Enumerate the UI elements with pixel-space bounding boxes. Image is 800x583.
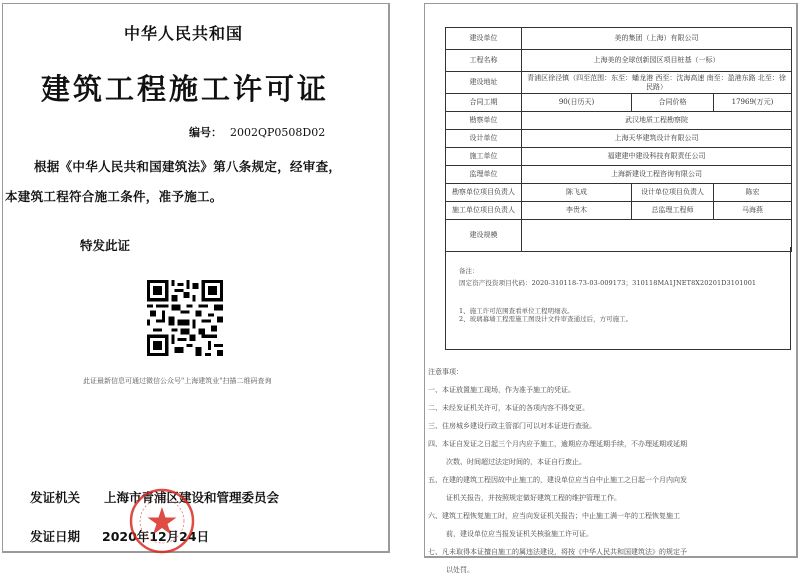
remarks-title: 备注： <box>459 267 479 275</box>
project-info-table <box>445 27 792 252</box>
table-row <box>446 72 792 94</box>
notice-item: 五、在建的建筑工程因故中止施工的，建设单位应当自中止施工之日起一个月内向发 <box>428 476 687 484</box>
qr-code-icon[interactable] <box>145 280 225 356</box>
notice-item: 三、住房城乡建设行政主管部门可以对本证进行查验。 <box>428 422 596 430</box>
construction-unit-value: 美的集团（上海）有限公司 <box>522 28 792 50</box>
supervisor-label: 监理单位 <box>446 166 522 184</box>
design-lead-label: 设计单位项目负责人 <box>632 184 714 202</box>
table-row <box>446 184 792 202</box>
serial-number: 2002QP0508D02 <box>230 126 326 139</box>
table-row <box>446 28 792 50</box>
scale-label: 建设规模 <box>446 220 522 252</box>
builder-label: 施工单位 <box>446 148 522 166</box>
address-label: 建设地址 <box>446 72 522 94</box>
notice-item-continuation: 证机关报告，并按照规定做好建筑工程的维护管理工作。 <box>446 494 621 502</box>
serial-label: 编号： <box>189 126 222 139</box>
special-issue-text: 特发此证 <box>80 238 131 253</box>
approval-text-line1: 根据《中华人民共和国建筑法》第八条规定，经审查， <box>34 159 342 174</box>
notice-item: 一、本证放置施工现场，作为准予施工的凭证。 <box>428 386 575 394</box>
issue-date-value: 2020年12月24日 <box>102 529 210 544</box>
notice-item: 二、未经发证机关许可，本证的各项内容不得变更。 <box>428 404 589 412</box>
notice-item-continuation: 次数、时间超过法定时间的，本证自行废止。 <box>446 458 586 466</box>
contract-price-value: 17969(万元) <box>714 94 792 112</box>
design-lead-value: 陈宏 <box>714 184 792 202</box>
issuer-value: 上海市青浦区建设和管理委员会 <box>104 490 280 505</box>
permit-back-page <box>424 3 798 574</box>
chief-supervisor-value: 马海燕 <box>714 202 792 220</box>
builder-lead-value: 李贵木 <box>522 202 632 220</box>
contract-price-label: 合同价格 <box>632 94 714 112</box>
notice-item: 四、本证自发证之日起三个月内应予施工，逾期应办理延期手续，不办理延期或延期 <box>428 440 687 448</box>
survey-lead-value: 陈飞成 <box>522 184 632 202</box>
construction-unit-label: 建设单位 <box>446 28 522 50</box>
address-value: 青浦区徐泾镇（四至范围：东至：蟠龙港 西至：沈海高速 南至：盈港东路 北至：徐民路） <box>522 72 792 94</box>
contract-period-label: 合同工期 <box>446 94 522 112</box>
notice-item: 七、凡未取得本证擅自施工的属违法建设，将按《中华人民共和国建筑法》的规定予 <box>428 548 687 556</box>
permit-title: 建筑工程施工许可证 <box>41 72 330 106</box>
builder-value: 福建建中建设科技有限责任公司 <box>522 148 792 166</box>
permit-front-page <box>2 3 390 553</box>
survey-unit-label: 勘察单位 <box>446 112 522 130</box>
remark-note-1: 1、施工许可范围查看单位工程明细表。 <box>459 307 574 315</box>
design-unit-label: 设计单位 <box>446 130 522 148</box>
supervisor-value: 上海新建设工程咨询有限公司 <box>522 166 792 184</box>
notices-section <box>428 367 687 583</box>
notice-item: 六、建筑工程恢复施工时，应当向发证机关报告；中止施工满一年的工程恢复施工 <box>428 512 680 520</box>
issuer-label: 发证机关 <box>30 490 81 505</box>
survey-unit-value: 武汉地质工程勘察院 <box>522 112 792 130</box>
table-row <box>446 202 792 220</box>
qr-query-note: 此证最新信息可通过微信公众号"上海建筑业"扫描二维码查询 <box>83 377 272 385</box>
table-row <box>446 148 792 166</box>
table-row <box>446 166 792 184</box>
design-unit-value: 上海天华建筑设计有限公司 <box>522 130 792 148</box>
table-row <box>446 130 792 148</box>
serial-number-row <box>189 124 325 140</box>
remarks-box <box>445 247 791 350</box>
issue-date-label: 发证日期 <box>30 529 81 544</box>
official-seal-icon <box>128 487 196 555</box>
builder-lead-label: 施工单位项目负责人 <box>446 202 522 220</box>
contract-period-value: 90(日历天) <box>522 94 632 112</box>
table-row <box>446 94 792 112</box>
approval-text-line2: 本建筑工程符合施工条件，准予施工。 <box>5 189 223 204</box>
remark-note-2: 2、玻璃幕墙工程需施工图设计文件审查通过后，方可施工。 <box>459 315 633 323</box>
notice-item-continuation: 以处罚。 <box>446 566 474 574</box>
table-row <box>446 112 792 130</box>
investment-project-code: 固定资产投资项目代码：2020-310118-73-03-009173；310118MA1JNET8X20201D3101001 <box>459 279 757 287</box>
country-text: 中华人民共和国 <box>123 24 243 43</box>
notices-title: 注意事项： <box>428 368 463 376</box>
country-heading <box>3 21 388 44</box>
survey-lead-label: 勘察单位项目负责人 <box>446 184 522 202</box>
project-name-value: 上海美的全球创新园区项目桩基（一标） <box>522 50 792 72</box>
project-name-label: 工程名称 <box>446 50 522 72</box>
notice-item-continuation: 前，建设单位应当报发证机关核验施工许可证。 <box>446 530 593 538</box>
chief-supervisor-label: 总监理工程师 <box>632 202 714 220</box>
table-row <box>446 50 792 72</box>
